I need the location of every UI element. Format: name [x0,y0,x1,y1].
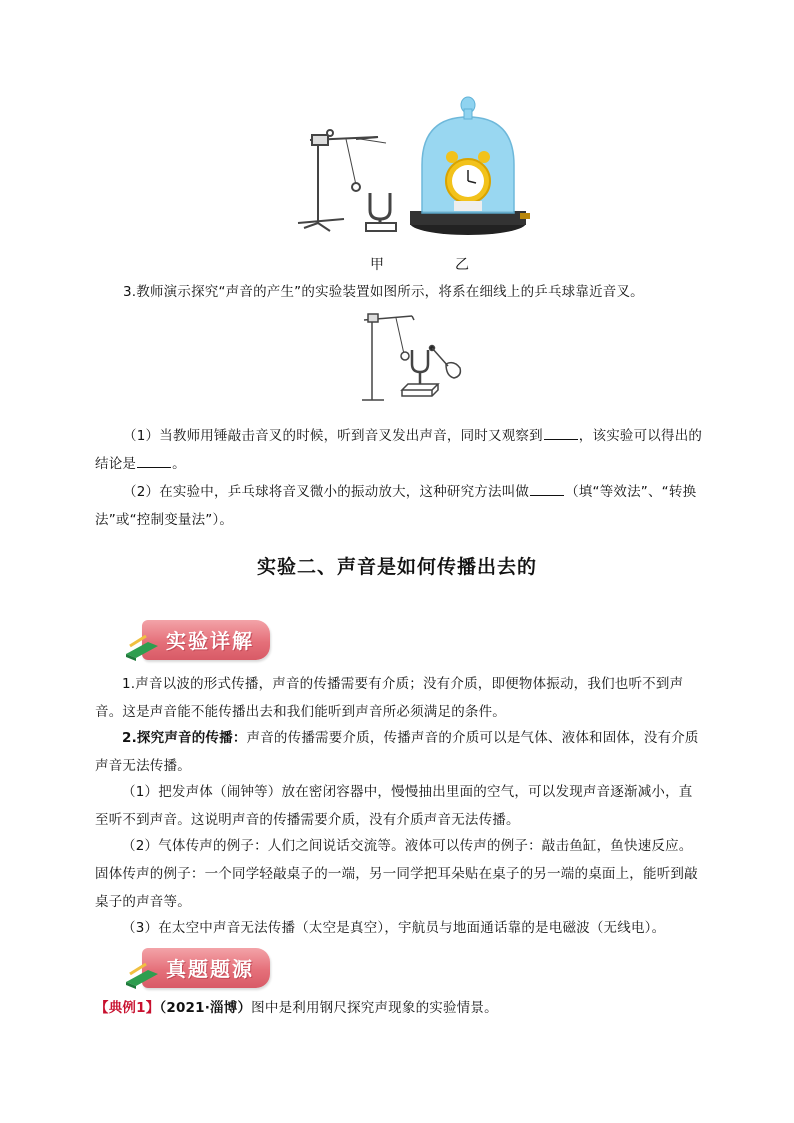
detail-paragraph-1: 1.声音以波的形式传播，声音的传播需要有介质；没有介质，即便物体振动，我们也听不到声音。这是声音能不能传播出去和我们能听到声音所必须满足的条件。 [95,676,684,720]
example-1 [95,994,705,1022]
figure-jia-yi [290,95,530,255]
q3-sub2-part1: （2）在实验中，乒乓球将音叉微小的振动放大，这种研究方法叫做 [123,484,530,500]
detail-paragraph-3: （1）把发声体（闹钟等）放在密闭容器中，慢慢抽出里面的空气，可以发现声音逐渐减小，直至听不到声音。这说明声音的传播需要介质，没有介质声音无法传播。 [95,784,693,828]
detail-paragraph-2-text: 声音的传播需要介质，传播声音的介质可以是气体、液体和固体，没有介质声音无法传播。 [95,730,699,774]
figure-jia-yi-drawing [290,95,530,255]
answer-blank-3[interactable] [530,481,564,496]
example-tag: 【典例1】 [95,1000,160,1016]
section-title: 实验二、声音是如何传播出去的 [256,556,537,578]
figure-tuning-fork [350,308,480,408]
badge-experiment-details [122,618,272,662]
badge-label: 实验详解 [166,629,254,653]
figure-label-yi: 乙 [455,257,469,273]
figure-label-jia: 甲 [370,257,384,273]
figure-tuning-fork-drawing [350,308,480,408]
example-text: 图中是利用钢尺探究声现象的实验情景。 [251,1000,498,1016]
q3-sub2-part2: （填“等效法”、“转换法”或“控制变量法”）。 [95,484,697,528]
q3-sub1-part2: ，该实验可以得出的结论是 [95,428,703,472]
question-3-stem: 3.教师演示探究“声音的产生”的实验装置如图所示，将系在细线上的乒乓球靠近音叉。 [123,284,644,300]
q3-sub1-part3: 。 [172,456,186,472]
detail-paragraph-2 [95,724,705,780]
badge-label: 真题题源 [166,957,254,981]
detail-paragraph-5: （3）在太空中声音无法传播（太空是真空），宇航员与地面通话靠的是电磁波（无线电）。 [122,920,666,936]
badge-real-questions [122,946,272,990]
question-3-sub-1 [95,422,705,478]
detail-paragraph-2-heading: 2.探究声音的传播： [122,730,247,746]
example-source: （2021·淄博） [159,1000,252,1016]
answer-blank-1[interactable] [544,425,578,440]
detail-paragraph-4: （2）气体传声的例子：人们之间说话交流等。液体可以传声的例子：敲击鱼缸，鱼快速反应。固体传声的例子：一个同学轻敲桌子的一端，另一同学把耳朵贴在桌子的另一端的桌面上，能听到敲桌子的声音等。 [95,838,698,910]
q3-sub1-part1: （1）当教师用锤敲击音叉的时候，听到音叉发出声音，同时又观察到 [123,428,543,444]
answer-blank-2[interactable] [137,453,171,468]
question-3-sub-2 [95,478,705,534]
